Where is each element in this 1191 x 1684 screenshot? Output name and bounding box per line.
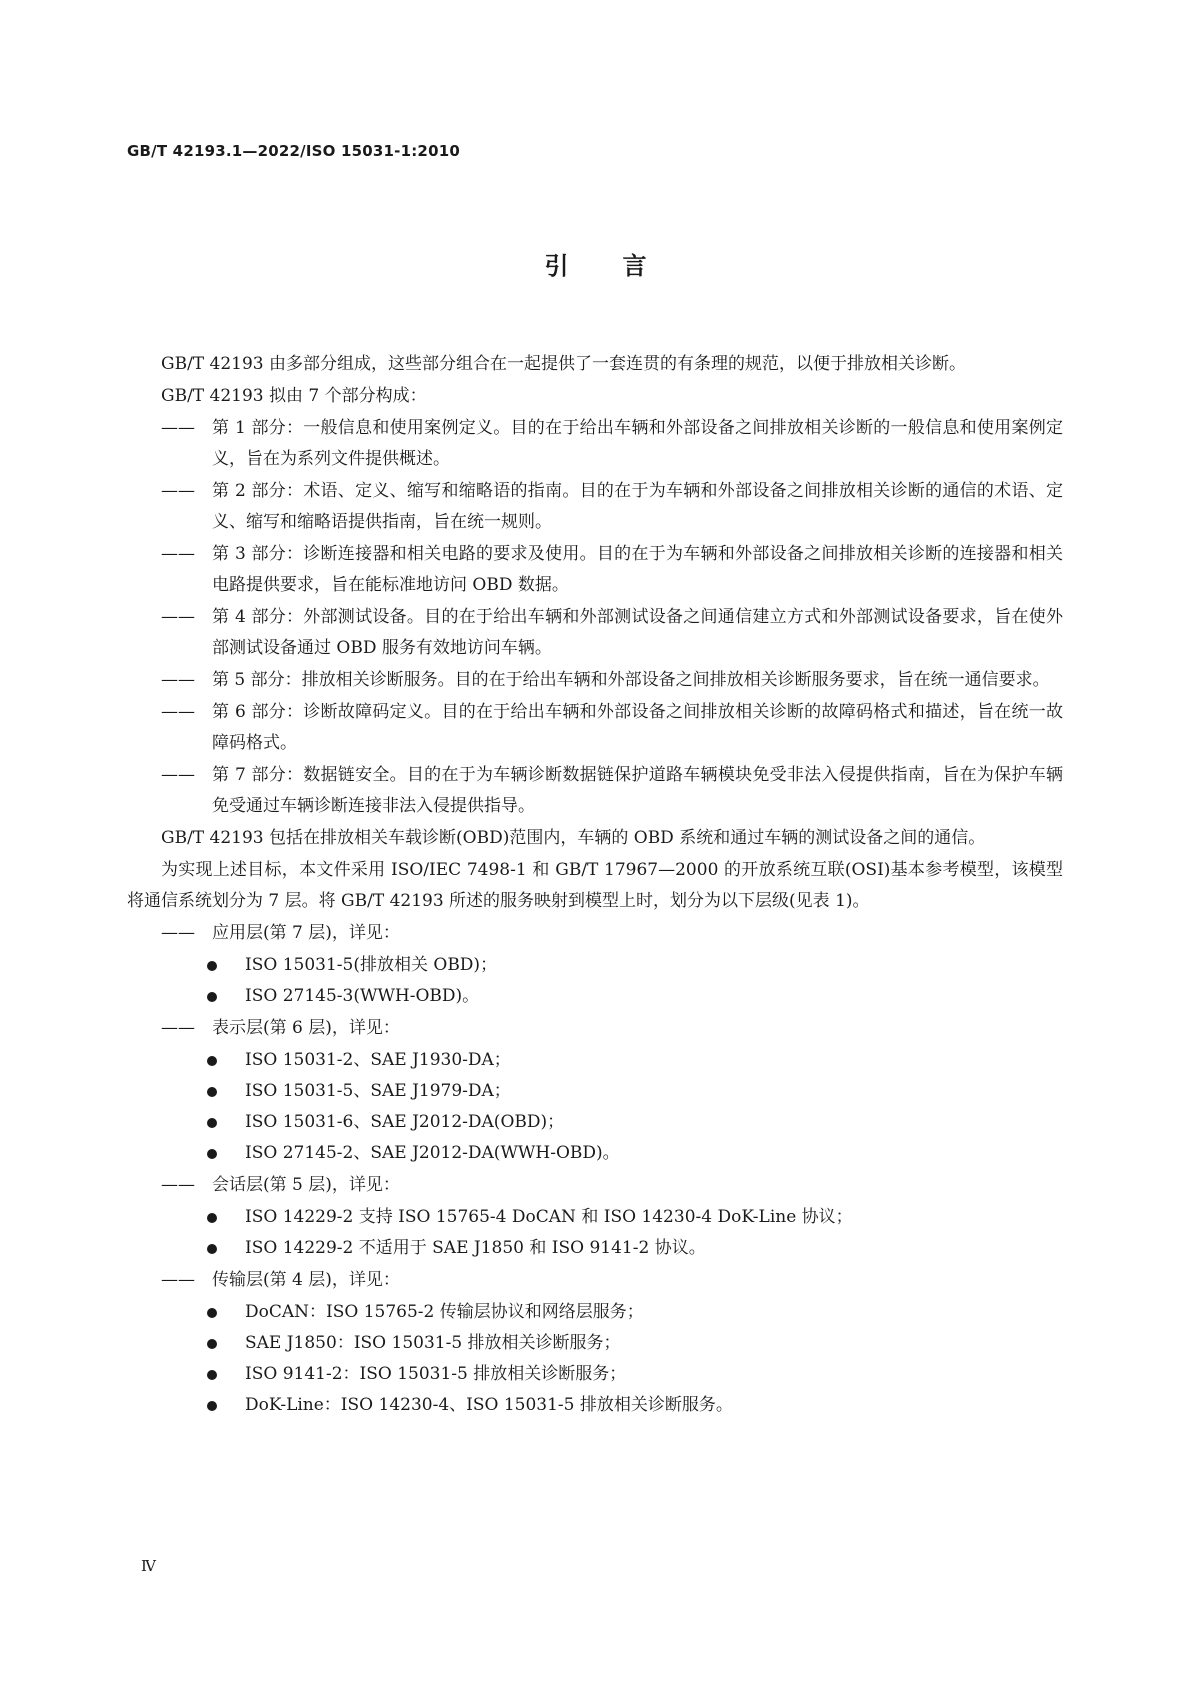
list-item-text: ISO 14229-2 不适用于 SAE J1850 和 ISO 9141-2 协议。 xyxy=(245,1238,706,1258)
part-description: 第 1 部分：一般信息和使用案例定义。目的在于给出车辆和外部设备之间排放相关诊断的一般信息和使用案例定义，旨在为系列文件提供概述。 xyxy=(212,418,1063,469)
dash-marker: —— xyxy=(161,418,195,438)
document-body xyxy=(127,349,1063,1422)
list-item-text: ISO 27145-3(WWH-OBD)。 xyxy=(245,986,480,1006)
list-item xyxy=(127,1107,1063,1138)
parts-intro-paragraph: GB/T 42193 拟由 7 个部分构成： xyxy=(161,386,427,406)
bullet-icon xyxy=(207,1370,217,1380)
layer-reference-list xyxy=(127,950,1063,1012)
title-char-2: 言 xyxy=(622,252,647,280)
layer-heading-text: 会话层(第 5 层)，详见： xyxy=(212,1175,400,1195)
layer-heading-text: 应用层(第 7 层)，详见： xyxy=(212,923,400,943)
dash-marker: —— xyxy=(161,702,195,722)
part-description: 第 2 部分：术语、定义、缩写和缩略语的指南。目的在于为车辆和外部设备之间排放相关诊断的通信的术语、定义、缩写和缩略语提供指南，旨在统一规则。 xyxy=(212,481,1063,532)
page-title xyxy=(0,246,1191,281)
list-item-text: SAE J1850：ISO 15031-5 排放相关诊断服务； xyxy=(245,1333,621,1353)
layer-heading xyxy=(127,918,1063,949)
bullet-icon xyxy=(207,992,217,1002)
scope-paragraph: GB/T 42193 包括在排放相关车载诊断(OBD)范围内，车辆的 OBD 系统和通过车辆的测试设备之间的通信。 xyxy=(161,828,986,848)
list-item xyxy=(127,1297,1063,1328)
list-item-text: DoCAN：ISO 15765-2 传输层协议和网络层服务； xyxy=(245,1302,644,1322)
part-list-item xyxy=(127,413,1063,475)
list-item-text: ISO 15031-6、SAE J2012-DA(OBD)； xyxy=(245,1112,565,1132)
part-list-item xyxy=(127,539,1063,601)
title-char-1: 引 xyxy=(544,252,569,280)
part-list-item xyxy=(127,476,1063,538)
dash-marker: —— xyxy=(161,670,195,690)
list-item xyxy=(127,1138,1063,1169)
part-list-item xyxy=(127,602,1063,664)
list-item-text: DoK-Line：ISO 14230-4、ISO 15031-5 排放相关诊断服务。 xyxy=(245,1395,733,1415)
layer-heading-text: 表示层(第 6 层)，详见： xyxy=(212,1018,400,1038)
layer-heading xyxy=(127,1265,1063,1296)
dash-marker: —— xyxy=(161,765,195,785)
layer-heading xyxy=(127,1170,1063,1201)
bullet-icon xyxy=(207,1213,217,1223)
dash-marker: —— xyxy=(161,923,195,943)
bullet-icon xyxy=(207,1339,217,1349)
list-item-text: ISO 15031-5(排放相关 OBD)； xyxy=(245,955,498,975)
list-item xyxy=(127,1359,1063,1390)
list-item xyxy=(127,950,1063,981)
standard-number: GB/T 42193.1—2022/ISO 15031-1:2010 xyxy=(127,142,460,160)
bullet-icon xyxy=(207,1087,217,1097)
dash-marker: —— xyxy=(161,607,195,627)
part-description: 第 3 部分：诊断连接器和相关电路的要求及使用。目的在于为车辆和外部设备之间排放相关诊断的连接器和相关电路提供要求，旨在能标准地访问 OBD 数据。 xyxy=(212,544,1063,595)
list-item-text: ISO 14229-2 支持 ISO 15765-4 DoCAN 和 ISO 14230-4 DoK-Line 协议； xyxy=(245,1207,853,1227)
list-item xyxy=(127,981,1063,1012)
layer-heading xyxy=(127,1013,1063,1044)
list-item-text: ISO 15031-2、SAE J1930-DA； xyxy=(245,1050,511,1070)
bullet-icon xyxy=(207,1149,217,1159)
list-item-text: ISO 15031-5、SAE J1979-DA； xyxy=(245,1081,511,1101)
part-description: 第 6 部分：诊断故障码定义。目的在于给出车辆和外部设备之间排放相关诊断的故障码格式和描述，旨在统一故障码格式。 xyxy=(212,702,1063,753)
bullet-icon xyxy=(207,961,217,971)
page-number: Ⅳ xyxy=(141,1557,156,1575)
list-item xyxy=(127,1233,1063,1264)
bullet-icon xyxy=(207,1118,217,1128)
bullet-icon xyxy=(207,1308,217,1318)
bullet-icon xyxy=(207,1056,217,1066)
dash-marker: —— xyxy=(161,1018,195,1038)
layer-reference-list xyxy=(127,1202,1063,1264)
layer-reference-list xyxy=(127,1297,1063,1421)
dash-marker: —— xyxy=(161,481,195,501)
part-list-item xyxy=(127,665,1063,696)
list-item-text: ISO 27145-2、SAE J2012-DA(WWH-OBD)。 xyxy=(245,1143,620,1163)
bullet-icon xyxy=(207,1401,217,1411)
list-item xyxy=(127,1202,1063,1233)
list-item-text: ISO 9141-2：ISO 15031-5 排放相关诊断服务； xyxy=(245,1364,627,1384)
dash-marker: —— xyxy=(161,544,195,564)
list-item xyxy=(127,1390,1063,1421)
list-item xyxy=(127,1045,1063,1076)
part-description: 第 4 部分：外部测试设备。目的在于给出车辆和外部测试设备之间通信建立方式和外部测试设备要求，旨在使外部测试设备通过 OBD 服务有效地访问车辆。 xyxy=(212,607,1063,658)
part-list-item xyxy=(127,760,1063,822)
bullet-icon xyxy=(207,1244,217,1254)
list-item xyxy=(127,1328,1063,1359)
layer-reference-list xyxy=(127,1045,1063,1169)
layer-heading-text: 传输层(第 4 层)，详见： xyxy=(212,1270,400,1290)
dash-marker: —— xyxy=(161,1175,195,1195)
part-list-item xyxy=(127,697,1063,759)
dash-marker: —— xyxy=(161,1270,195,1290)
list-item xyxy=(127,1076,1063,1107)
osi-model-paragraph: 为实现上述目标，本文件采用 ISO/IEC 7498-1 和 GB/T 17967—2000 的开放系统互联(OSI)基本参考模型，该模型将通信系统划分为 7 层。将 GB/T 42193 所述的服务映射到模型上时，划分为以下层级(见表 1)。 xyxy=(127,860,1063,911)
part-description: 第 5 部分：排放相关诊断服务。目的在于给出车辆和外部设备之间排放相关诊断服务要求，旨在统一通信要求。 xyxy=(212,670,1050,690)
intro-paragraph: GB/T 42193 由多部分组成，这些部分组合在一起提供了一套连贯的有条理的规范，以便于排放相关诊断。 xyxy=(161,354,967,374)
part-description: 第 7 部分：数据链安全。目的在于为车辆诊断数据链保护道路车辆模块免受非法入侵提供指南，旨在为保护车辆免受通过车辆诊断连接非法入侵提供指导。 xyxy=(212,765,1063,816)
